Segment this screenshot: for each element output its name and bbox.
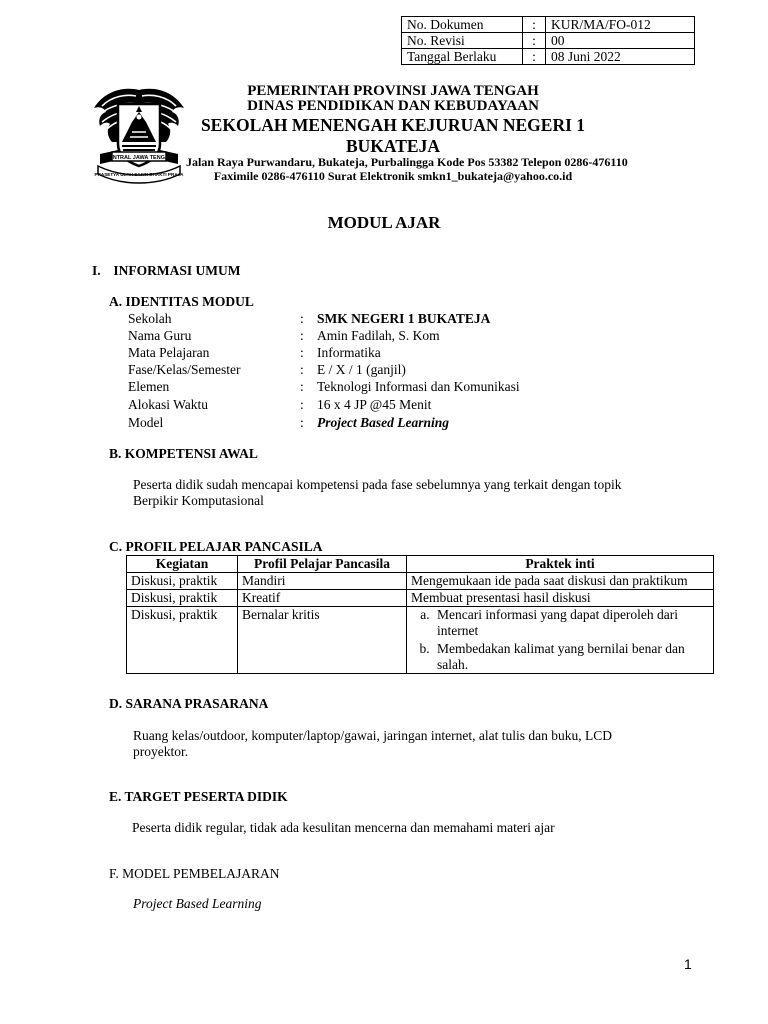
- doc-info-value: 00: [546, 33, 695, 49]
- heading-target-peserta: E. TARGET PESERTA DIDIK: [109, 789, 288, 804]
- letterhead-address: Jalan Raya Purwandaru, Bukateja, Purbalingga Kode Pos 53382 Telepon 0286-476110: [186, 155, 628, 169]
- identity-sep: :: [300, 415, 304, 430]
- doc-info-label: No. Revisi: [402, 33, 523, 49]
- section-heading-informasi-umum: [92, 263, 241, 279]
- identity-value: SMK NEGERI 1 BUKATEJA: [317, 311, 491, 326]
- letterhead-school-name: SEKOLAH MENENGAH KEJURUAN NEGERI 1: [200, 115, 586, 135]
- province-emblem-logo: [92, 82, 186, 187]
- praktek-list: [411, 607, 709, 673]
- identity-sep: :: [300, 328, 304, 343]
- doc-info-label: Tanggal Berlaku: [402, 49, 523, 65]
- document-title: MODUL AJAR: [327, 213, 441, 232]
- cell-praktek: Membuat presentasi hasil diskusi: [407, 590, 714, 607]
- doc-info-sep: :: [523, 17, 546, 33]
- identity-label: Fase/Kelas/Semester: [128, 362, 241, 377]
- column-header: Profil Pelajar Pancasila: [238, 556, 407, 573]
- cell-praktek: [407, 607, 714, 674]
- heading-sarana-prasarana: D. SARANA PRASARANA: [109, 696, 269, 711]
- page-number: 1: [684, 956, 692, 972]
- model-text: Project Based Learning: [133, 896, 262, 911]
- cell-praktek: Mengemukaan ide pada saat diskusi dan praktikum: [407, 573, 714, 590]
- table-row: [127, 573, 714, 590]
- identity-value: Amin Fadilah, S. Kom: [317, 328, 440, 343]
- table-header-row: [127, 556, 714, 573]
- heading-identitas-modul: A. IDENTITAS MODUL: [109, 294, 254, 309]
- logo-ribbon-text: CENTRAL JAWA TENGAH: [105, 155, 173, 161]
- heading-kompetensi-awal: B. KOMPETENSI AWAL: [109, 446, 258, 461]
- table-row: [127, 607, 714, 674]
- identity-value: E / X / 1 (ganjil): [317, 362, 406, 377]
- identity-label: Mata Pelajaran: [128, 345, 210, 360]
- doc-info-sep: :: [523, 33, 546, 49]
- doc-info-row: [402, 17, 695, 33]
- heading-model-pembelajaran: F. MODEL PEMBELAJARAN: [109, 866, 280, 881]
- sarana-paragraph: [133, 728, 693, 760]
- cell-profil: Bernalar kritis: [238, 607, 407, 674]
- cell-kegiatan: Diskusi, praktik: [127, 590, 238, 607]
- doc-info-label: No. Dokumen: [402, 17, 523, 33]
- sarana-line: proyektor.: [133, 744, 189, 759]
- doc-info-sep: :: [523, 49, 546, 65]
- cell-kegiatan: Diskusi, praktik: [127, 573, 238, 590]
- cell-profil: Kreatif: [238, 590, 407, 607]
- identity-sep: :: [300, 362, 304, 377]
- identity-value: Informatika: [317, 345, 381, 360]
- letterhead-department: DINAS PENDIDIKAN DAN KEBUDAYAAN: [247, 98, 539, 114]
- identity-value: 16 x 4 JP @45 Menit: [317, 397, 432, 412]
- doc-info-value: KUR/MA/FO-012: [546, 17, 695, 33]
- sarana-line: Ruang kelas/outdoor, komputer/laptop/gawai, jaringan internet, alat tulis dan buku, LCD: [133, 728, 612, 743]
- column-header: Kegiatan: [127, 556, 238, 573]
- kompetensi-line: Peserta didik sudah mencapai kompetensi pada fase sebelumnya yang terkait dengan topik: [133, 477, 622, 492]
- identity-sep: :: [300, 311, 304, 326]
- identity-label: Sekolah: [128, 311, 172, 326]
- profil-table: [126, 555, 714, 674]
- table-row: [127, 590, 714, 607]
- cell-profil: Mandiri: [238, 573, 407, 590]
- identity-sep: :: [300, 345, 304, 360]
- identity-value: Project Based Learning: [317, 415, 449, 430]
- cell-kegiatan: Diskusi, praktik: [127, 607, 238, 674]
- identity-label: Nama Guru: [128, 328, 192, 343]
- letterhead-government: PEMERINTAH PROVINSI JAWA TENGAH: [247, 83, 539, 99]
- letterhead-school-city: BUKATEJA: [346, 136, 440, 156]
- list-item: a. Mencari informasi yang dapat diperoleh dari internet: [433, 607, 709, 639]
- doc-info-row: [402, 49, 695, 65]
- target-text: Peserta didik regular, tidak ada kesulitan mencerna dan memahami materi ajar: [132, 820, 555, 835]
- identity-value: Teknologi Informasi dan Komunikasi: [317, 379, 520, 394]
- identity-sep: :: [300, 379, 304, 394]
- section-title: INFORMASI UMUM: [113, 263, 241, 278]
- doc-info-row: [402, 33, 695, 49]
- letterhead-contact: Faximile 0286-476110 Surat Elektronik smkn1_bukateja@yahoo.co.id: [213, 169, 573, 183]
- kompetensi-paragraph: [133, 477, 693, 509]
- column-header: Praktek inti: [407, 556, 714, 573]
- doc-info-value: 08 Juni 2022: [546, 49, 695, 65]
- identity-label: Elemen: [128, 379, 170, 394]
- kompetensi-line: Berpikir Komputasional: [133, 493, 264, 508]
- list-item: b. Membedakan kalimat yang bernilai benar dan salah.: [433, 641, 709, 673]
- identity-label: Model: [128, 415, 164, 430]
- logo-motto-text: PRASETYA ULAH SAKTI BHAKTI PRAJA: [94, 172, 184, 177]
- document-info-table: [401, 16, 695, 65]
- identity-label: Alokasi Waktu: [128, 397, 209, 412]
- identity-sep: :: [300, 397, 304, 412]
- heading-profil-pelajar: C. PROFIL PELAJAR PANCASILA: [109, 539, 323, 554]
- section-number: I.: [92, 263, 101, 278]
